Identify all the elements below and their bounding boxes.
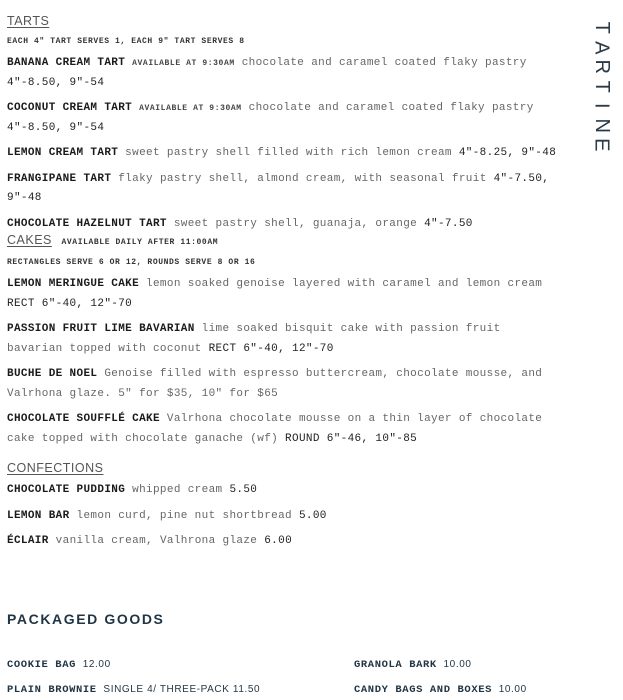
section-heading-packaged-goods: PACKAGED GOODS <box>7 611 165 627</box>
menu-item: LEMON BAR lemon curd, pine nut shortbread 5.00 <box>7 509 327 522</box>
tarts-section <box>7 14 583 234</box>
menu-item: LEMON CREAM TART sweet pastry shell filled with rich lemon cream 4"-8.25, 9"-48 <box>7 147 557 159</box>
packaged-item: COOKIE BAG 12.00 <box>7 659 111 671</box>
packaged-item: CANDY BAGS AND BOXES 10.00 <box>354 684 527 696</box>
brand-logo: T A R T I N E <box>590 21 613 152</box>
confections-section <box>7 461 583 552</box>
packaged-item: GRANOLA BARK 10.00 <box>354 659 472 671</box>
cakes-section <box>7 231 563 449</box>
section-heading-cakes: CAKES <box>7 233 52 247</box>
menu-item: FRANGIPANE TART flaky pastry shell, almond cream, with seasonal fruit 4"-7.50, 9"-48 <box>7 172 550 204</box>
packaged-item: PLAIN BROWNIE SINGLE 4/ THREE-PACK 11.50 <box>7 684 261 696</box>
menu-item: CHOCOLATE PUDDING whipped cream 5.50 <box>7 484 258 496</box>
cakes-availability: AVAILABLE DAILY AFTER 11:00AM <box>61 238 219 247</box>
tarts-serving-note: EACH 4" TART SERVES 1, EACH 9" TART SERVES 8 <box>7 37 245 46</box>
menu-item: BANANA CREAM TART AVAILABLE AT 9:30AM chocolate and caramel coated flaky pastry 4"-8.50, 9"-54 <box>7 57 527 89</box>
menu-item: CHOCOLATE SOUFFLÉ CAKE Valrhona chocolate mousse on a thin layer of chocolate cake topped with chocolate ganache (wf) ROUND 6"-46, 10"-85 <box>7 413 543 445</box>
menu-item: CHOCOLATE HAZELNUT TART sweet pastry shell, guanaja, orange 4"-7.50 <box>7 217 473 230</box>
section-heading-confections: CONFECTIONS <box>7 461 104 475</box>
menu-item: LEMON MERINGUE CAKE lemon soaked genoise layered with caramel and lemon cream RECT 6"-40, 12"-70 <box>7 278 543 310</box>
menu-item: PASSION FRUIT LIME BAVARIAN lime soaked bisquit cake with passion fruit bavarian topped with coconut RECT 6"-40, 12"-70 <box>7 323 501 355</box>
menu-item: BUCHE DE NOEL Genoise filled with espresso buttercream, chocolate mousse, and Valrhona glaze. 5" for $35, 10" for $65 <box>7 368 543 400</box>
menu-item: ÉCLAIR vanilla cream, Valhrona glaze 6.00 <box>7 535 293 547</box>
menu-item: COCONUT CREAM TART AVAILABLE AT 9:30AM chocolate and caramel coated flaky pastry 4"-8.50, 9"-54 <box>7 102 534 134</box>
cakes-serving-note: RECTANGLES SERVE 6 OR 12, ROUNDS SERVE 8 OR 16 <box>7 258 256 267</box>
section-heading-tarts: TARTS <box>7 14 50 28</box>
